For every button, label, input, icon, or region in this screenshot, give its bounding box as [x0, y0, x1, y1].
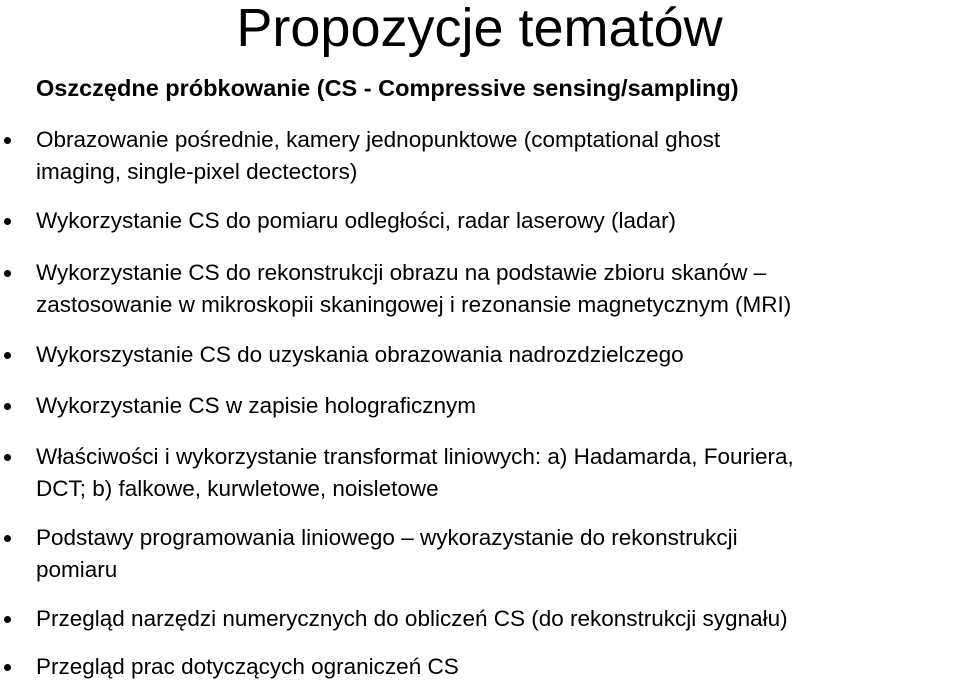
bullet-text: Właściwości i wykorzystanie transformat liniowych: a) Hadamarda, Fouriera, DCT; b) falkowe, kurwletowe, noisletowe — [36, 444, 794, 501]
bullet-text: Wykorszystanie CS do uzyskania obrazowania nadrozdzielczego — [36, 342, 684, 367]
bullet-dot-icon — [4, 270, 11, 277]
bullet-dot-icon — [4, 352, 11, 359]
bullet-dot-icon — [4, 664, 11, 671]
bullet-text: Przegląd narzędzi numerycznych do obliczeń CS (do rekonstrukcji sygnału) — [36, 606, 788, 631]
bullet-text: Wykorzystanie CS do rekonstrukcji obrazu na podstawie zbioru skanów – zastosowanie w mikroskopii skaningowej i rezonansie magnetycznym (MRI) — [36, 260, 792, 317]
bullet-dot-icon — [4, 454, 11, 461]
bullet-text: Wykorzystanie CS do pomiaru odległości, radar laserowy (ladar) — [36, 208, 677, 233]
slide-title: Propozycje tematów — [236, 0, 723, 58]
bullet-dot-icon — [4, 616, 11, 623]
bullet-text: Obrazowanie pośrednie, kamery jednopunktowe (comptational ghost imaging, single-pixel dectectors) — [36, 127, 721, 184]
bullet-dot-icon — [4, 218, 11, 225]
bullet-text: Podstawy programowania liniowego – wykorazystanie do rekonstrukcji pomiaru — [36, 525, 738, 582]
bullet-text: Przegląd prac dotyczących ograniczeń CS — [36, 654, 459, 679]
bullet-text: Wykorzystanie CS w zapisie holograficznym — [36, 393, 476, 418]
slide-subtitle: Oszczędne próbkowanie (CS - Compressive sensing/sampling) — [36, 75, 739, 101]
bullet-dot-icon — [4, 137, 11, 144]
bullet-dot-icon — [4, 403, 11, 410]
bullet-dot-icon — [4, 535, 11, 542]
